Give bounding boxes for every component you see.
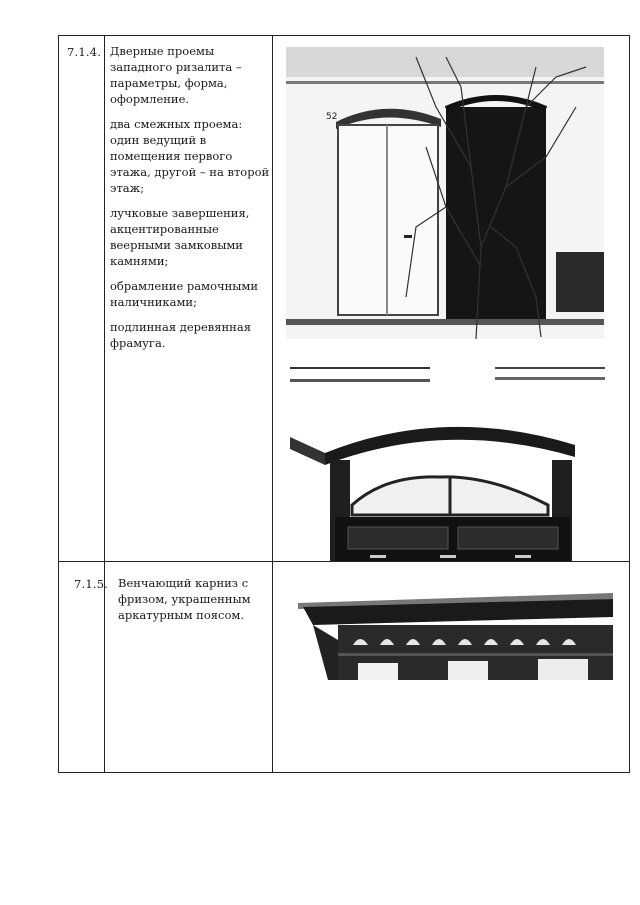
col-separator-2 xyxy=(272,35,273,773)
transom-photo xyxy=(290,365,610,561)
table-bottom-border xyxy=(58,772,630,773)
table-top-border xyxy=(58,35,630,36)
desc-paragraph: лучковые завершения, акцентированные веерными замковыми камнями; xyxy=(110,206,250,268)
doorway-photo xyxy=(286,47,604,339)
desc-paragraph: обрамление рамочными наличниками; xyxy=(110,279,259,309)
row-description xyxy=(118,575,268,632)
row-number: 7.1.4. xyxy=(67,45,102,59)
desc-paragraph: два смежных проема: один ведущий в помещения первого этажа, другой – на второй этаж; xyxy=(110,117,270,195)
desc-paragraph: Венчающий карниз с фризом, украшенным аркатурным поясом. xyxy=(118,576,251,622)
row-number: 7.1.5. xyxy=(74,577,109,591)
desc-paragraph: Дверные проемы западного ризалита – параметры, форма, оформление. xyxy=(110,44,242,106)
cornice-photo xyxy=(298,585,613,680)
table-right-border xyxy=(629,35,630,773)
features-table xyxy=(58,35,630,773)
row-separator xyxy=(58,561,630,562)
col-separator-1 xyxy=(104,35,105,773)
door-number-plate: 52 xyxy=(326,112,338,122)
row-description xyxy=(110,43,270,360)
desc-paragraph: подлинная деревянная фрамуга. xyxy=(110,320,251,350)
table-left-border xyxy=(58,35,59,773)
